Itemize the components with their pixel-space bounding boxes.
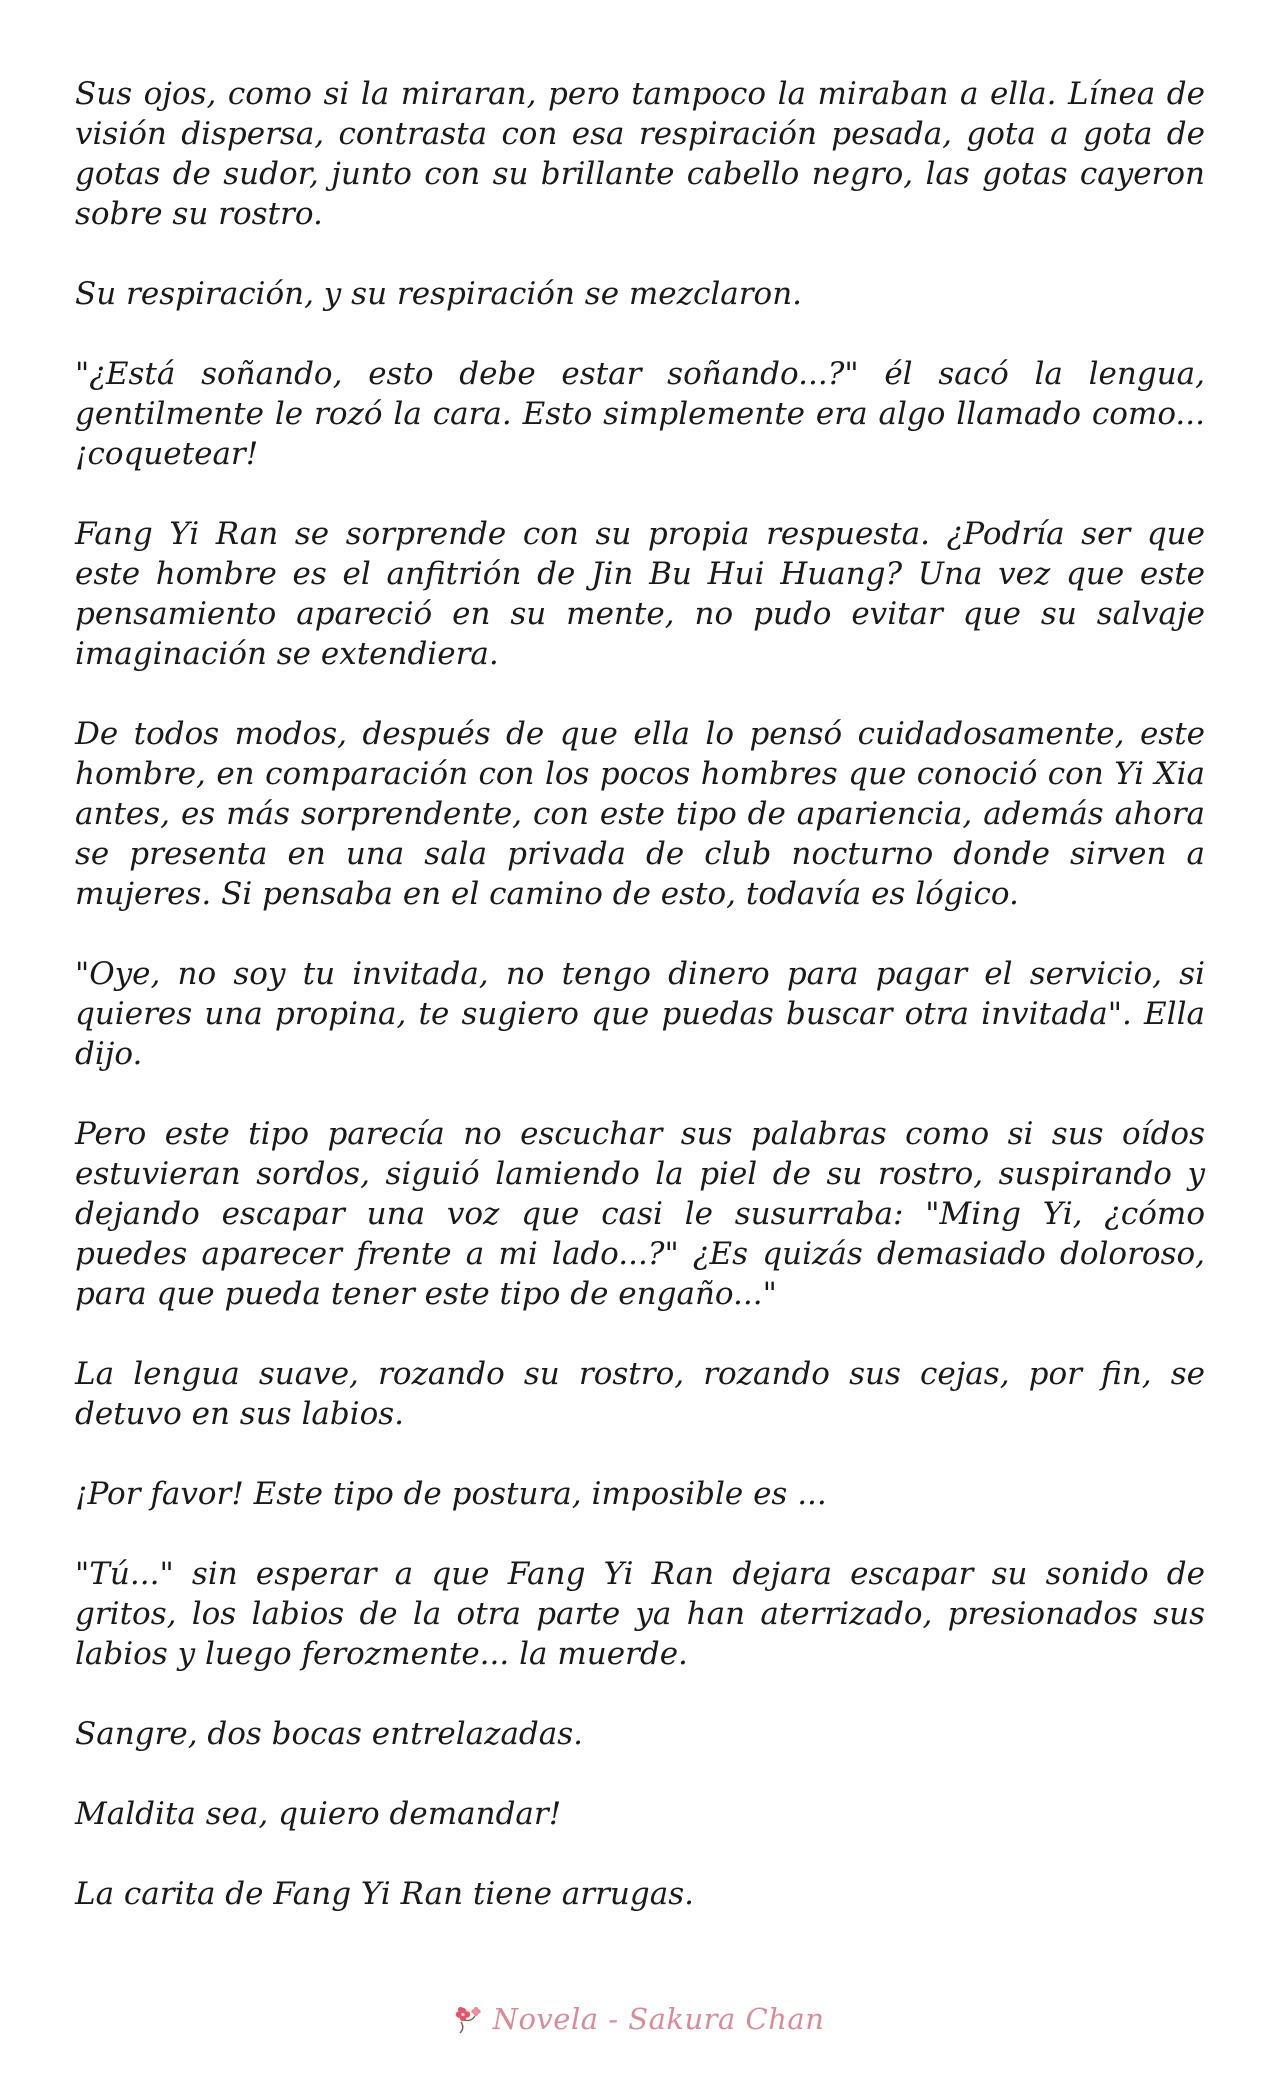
paragraph-6: "Oye, no soy tu invitada, no tengo dinero para pagar el servicio, si quieres una propina, te sugiero que puedas buscar otra invitada". Ella dijo. <box>75 956 1205 1072</box>
paragraph-12: Maldita sea, quiero demandar! <box>75 1796 562 1832</box>
footer-text: Novela - Sakura Chan <box>492 2002 825 2036</box>
paragraph-3: "¿Está soñando, esto debe estar soñando...?" él sacó la lengua, gentilmente le rozó la cara. Esto simplemente era algo llamado como... ¡coquetear! <box>75 356 1205 472</box>
paragraph-13: La carita de Fang Yi Ran tiene arrugas. <box>75 1876 694 1912</box>
paragraph-11: Sangre, dos bocas entrelazadas. <box>75 1716 584 1752</box>
document-body <box>75 74 1205 1954</box>
paragraph-8: La lengua suave, rozando su rostro, rozando sus cejas, por fin, se detuvo en sus labios. <box>75 1356 1205 1432</box>
paragraph-1: Sus ojos, como si la miraran, pero tampoco la miraban a ella. Línea de visión dispersa, contrasta con esa respiración pesada, gota a gota de gotas de sudor, junto con su brillante cabello negro, las gotas cayeron sobre su rostro. <box>75 76 1205 232</box>
paragraph-4: Fang Yi Ran se sorprende con su propia respuesta. ¿Podría ser que este hombre es el anfitrión de Jin Bu Hui Huang? Una vez que este pensamiento apareció en su mente, no pudo evitar que su salvaje imaginación se extendiera. <box>75 516 1205 672</box>
footer-watermark <box>0 1995 1275 2043</box>
paragraph-7: Pero este tipo parecía no escuchar sus palabras como si sus oídos estuvieran sordos, siguió lamiendo la piel de su rostro, suspirando y dejando escapar una voz que casi le susurraba: "Ming Yi, ¿cómo puedes aparecer frente a mi lado...?" ¿Es quizás demasiado doloroso, para que pueda tener este tipo de engaño..." <box>75 1116 1205 1312</box>
paragraph-5: De todos modos, después de que ella lo pensó cuidadosamente, este hombre, en comparación con los pocos hombres que conoció con Yi Xia antes, es más sorprendente, con este tipo de apariencia, además ahora se presenta en una sala privada de club nocturno donde sirven a mujeres. Si pensaba en el camino de esto, todavía es lógico. <box>75 716 1205 912</box>
sakura-flower-icon <box>451 2002 485 2036</box>
paragraph-9: ¡Por favor! Este tipo de postura, imposible es ... <box>75 1476 827 1512</box>
paragraph-2: Su respiración, y su respiración se mezclaron. <box>75 276 803 312</box>
paragraph-10: "Tú..." sin esperar a que Fang Yi Ran dejara escapar su sonido de gritos, los labios de la otra parte ya han aterrizado, presionados sus labios y luego ferozmente... la muerde. <box>75 1556 1205 1672</box>
